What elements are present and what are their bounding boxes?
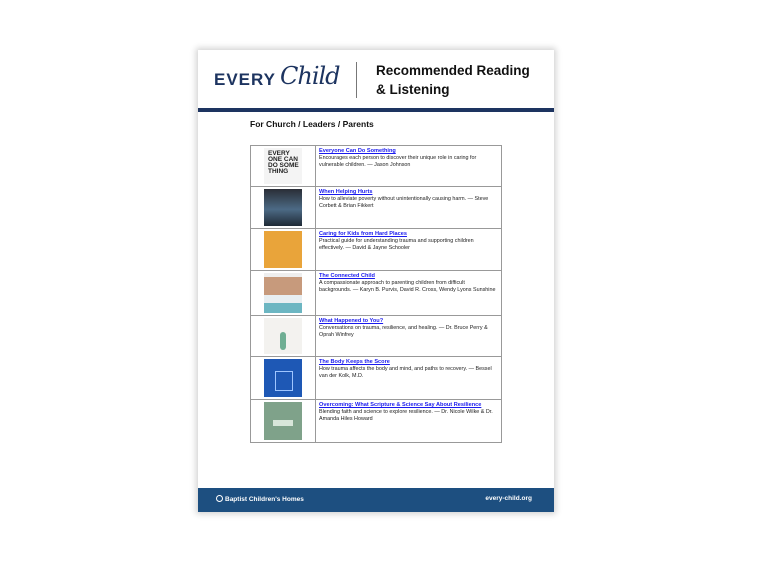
logo-every-text: EVERY	[214, 70, 277, 89]
book-title-link[interactable]: The Connected Child	[319, 273, 375, 279]
book-cover-image	[264, 189, 302, 226]
org-logo-icon	[216, 495, 223, 502]
table-row	[251, 187, 501, 229]
cover-text: EVERY ONE CAN DO SOME THING	[268, 150, 299, 175]
book-cover-image	[264, 402, 302, 440]
footer-bar	[198, 488, 554, 512]
table-row	[251, 357, 501, 400]
org-name-text: Baptist Children's Homes	[225, 496, 304, 503]
book-title-link[interactable]: What Happened to You?	[319, 318, 384, 324]
every-child-logo	[214, 64, 344, 94]
book-description: Practical guide for understanding trauma and supporting children effectively. — David & Jayne Schooler	[319, 237, 474, 251]
table-row	[251, 400, 501, 442]
book-title-link[interactable]: The Body Keeps the Score	[319, 359, 390, 365]
org-name	[216, 495, 304, 503]
header	[198, 50, 554, 108]
book-description: A compassionate approach to parenting children from difficult backgrounds. — Karyn B. Purvis, David R. Cross, Wendy Lyons Sunshine	[319, 279, 496, 293]
table-row	[251, 271, 501, 316]
header-divider	[356, 62, 357, 98]
page-title: Recommended Reading & Listening	[376, 63, 530, 97]
logo-child-text: Child	[280, 62, 340, 90]
book-title-link[interactable]: When Helping Hurts	[319, 189, 373, 195]
book-description: Encourages each person to discover their unique role in caring for vulnerable children. — Jason Johnson	[319, 154, 477, 168]
book-cover-image	[264, 273, 302, 313]
book-title-link[interactable]: Everyone Can Do Something	[319, 148, 396, 154]
book-cover-image	[264, 359, 302, 397]
book-cover-image	[264, 231, 302, 268]
header-rule	[198, 108, 554, 112]
table-row	[251, 146, 501, 187]
book-table	[250, 145, 502, 443]
book-cover-image	[264, 148, 302, 184]
book-cover-image	[264, 318, 302, 354]
book-description: Conversations on trauma, resilience, and healing. — Dr. Bruce Perry & Oprah Winfrey	[319, 324, 488, 338]
book-description: How trauma affects the body and mind, and paths to recovery. — Bessel van der Kolk, M.D.	[319, 365, 492, 379]
table-row	[251, 316, 501, 357]
website-url[interactable]: every-child.org	[485, 495, 532, 502]
document-page	[198, 50, 554, 512]
book-title-link[interactable]: Caring for Kids from Hard Places	[319, 231, 407, 237]
section-title: For Church / Leaders / Parents	[250, 119, 374, 129]
book-title-link[interactable]: Overcoming: What Scripture & Science Say About Resilience	[319, 402, 482, 408]
book-description: How to alleviate poverty without unintentionally causing harm. — Steve Corbett & Brian Fikkert	[319, 195, 489, 209]
book-description: Blending faith and science to explore resilience. — Dr. Nicole Wilke & Dr. Amanda Hiles Howard	[319, 408, 493, 422]
table-row	[251, 229, 501, 271]
